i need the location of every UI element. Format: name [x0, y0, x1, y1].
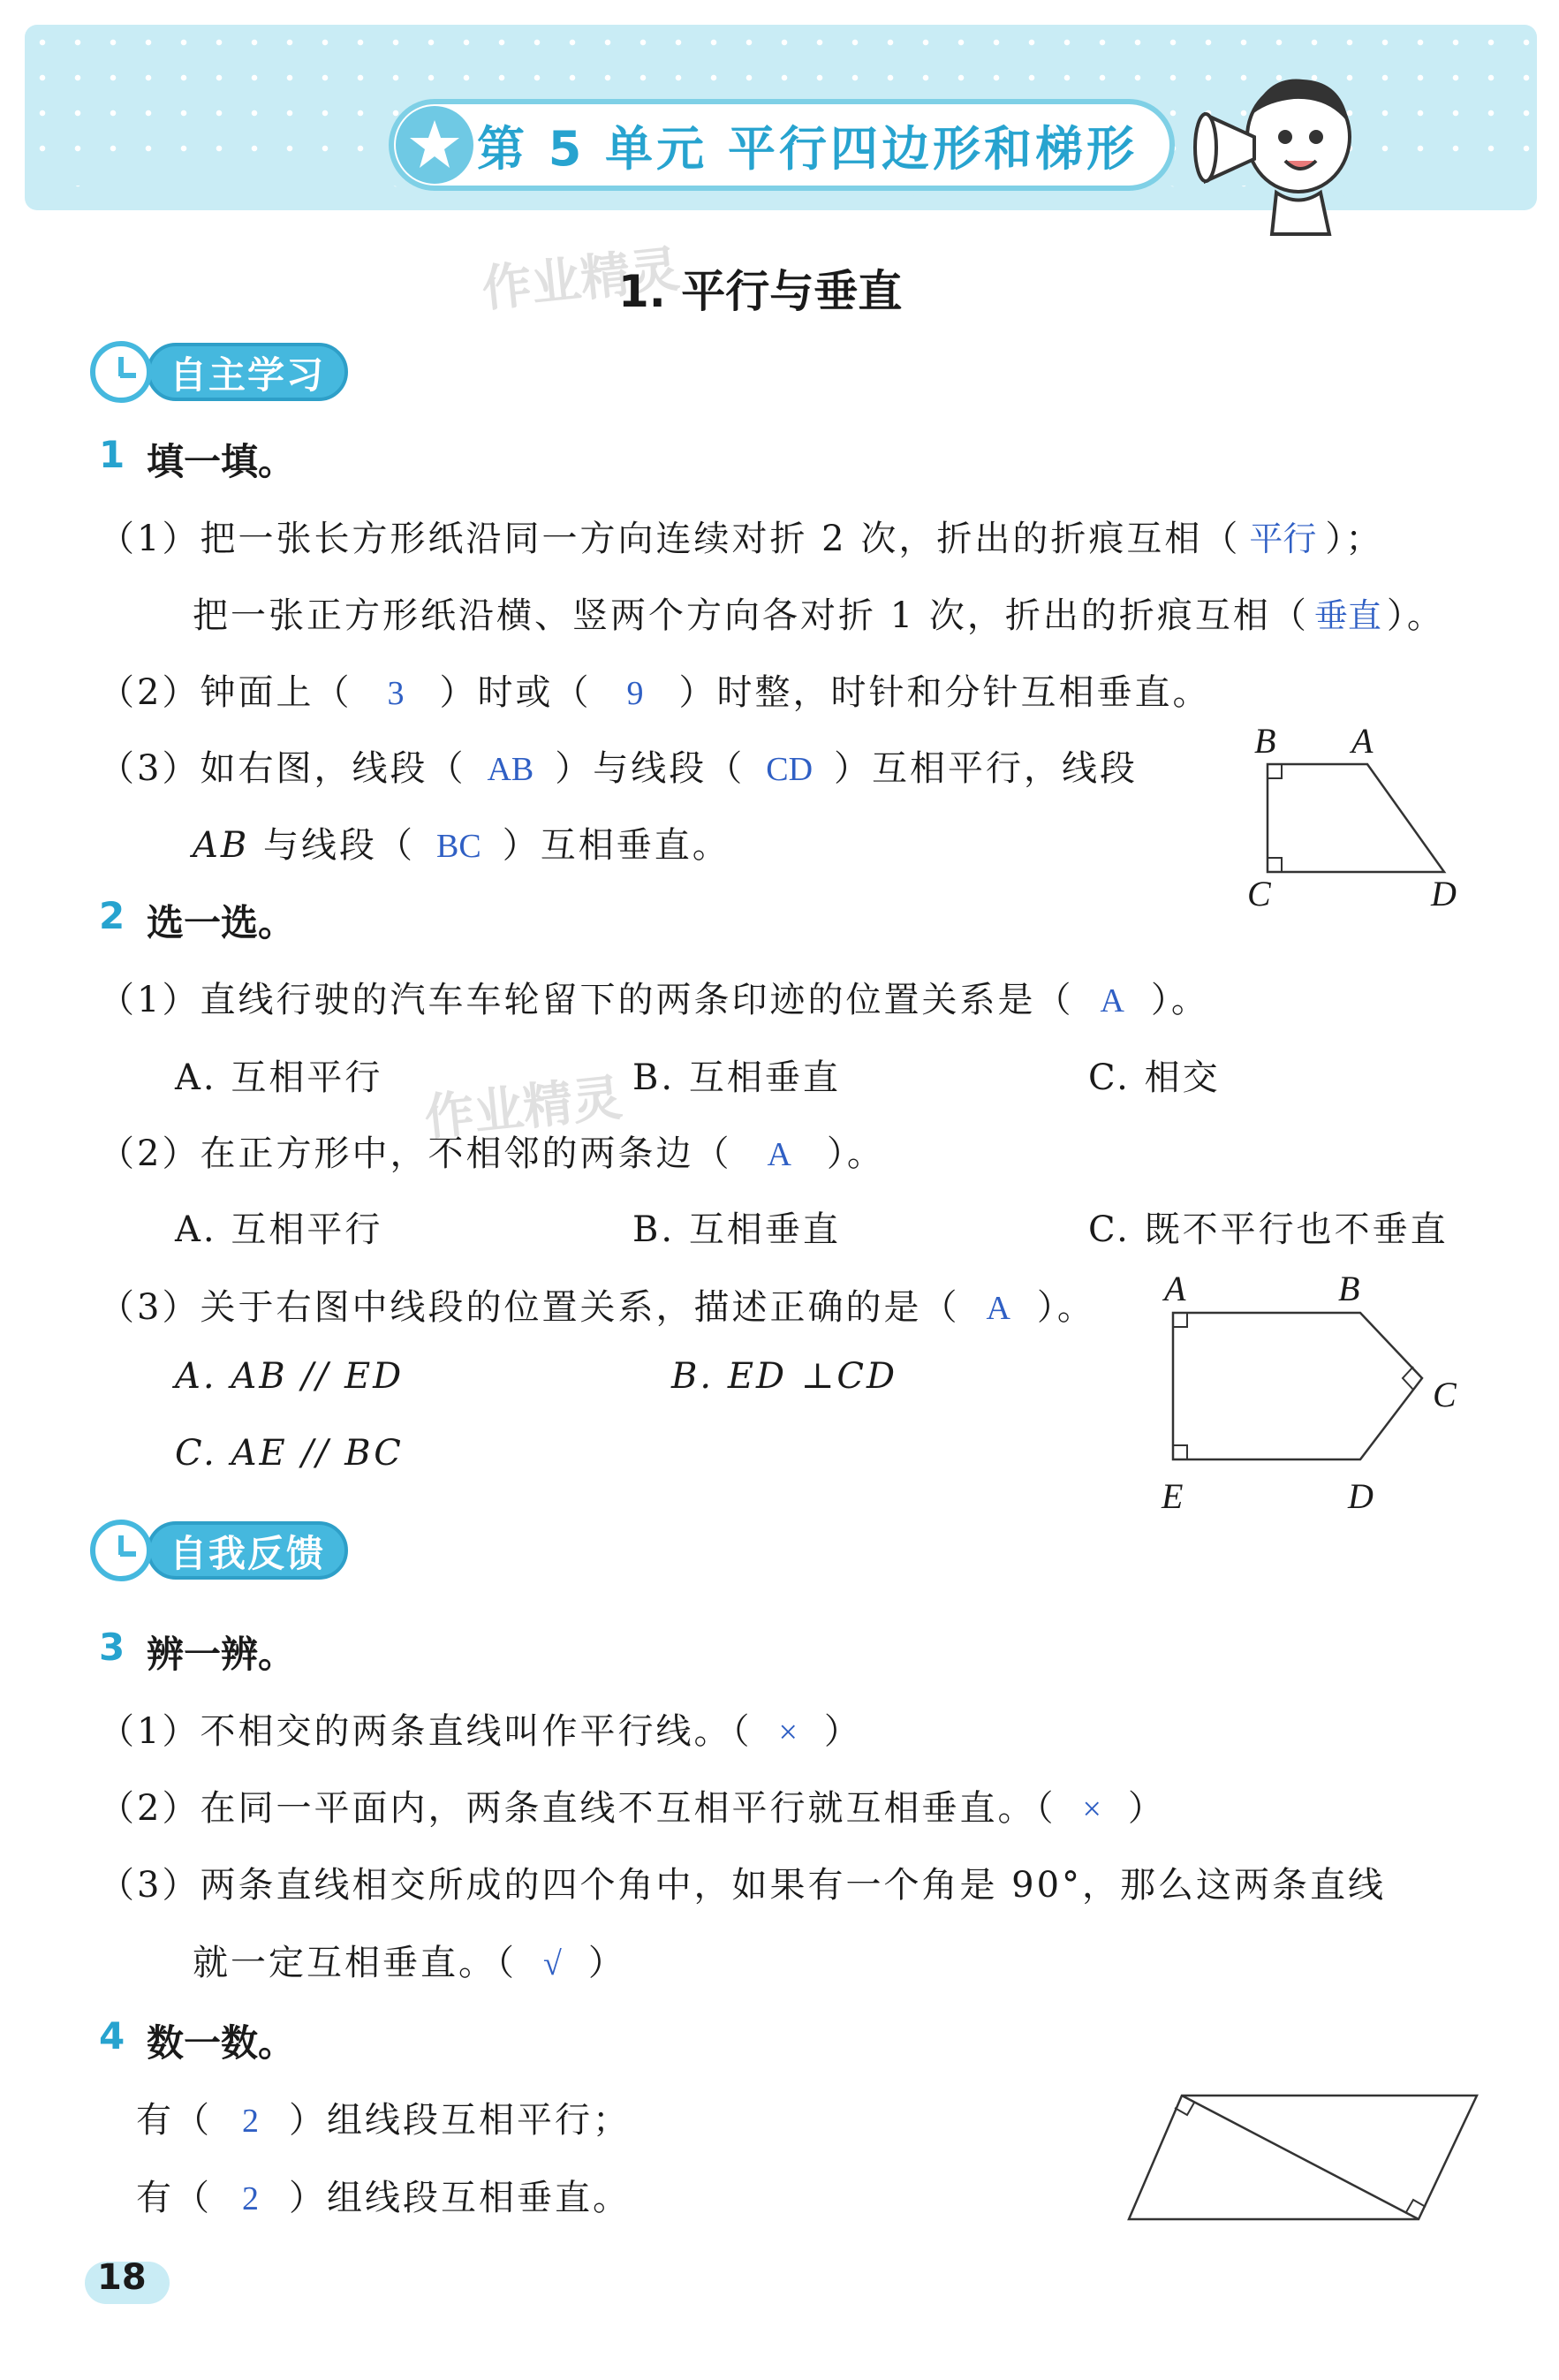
- answer: AB: [487, 751, 534, 788]
- answer: 平行: [1249, 521, 1317, 558]
- q3-part1-line: （1）不相交的两条直线叫作平行线。（ × ）: [99, 1711, 862, 1752]
- answer: BC: [436, 828, 481, 865]
- option: A. AB // ED: [175, 1356, 405, 1397]
- q3-part3-line-a: （3）两条直线相交所成的四个角中，如果有一个角是 90°，那么这两条直线: [99, 1865, 1387, 1906]
- clock-icon: [90, 1520, 152, 1581]
- answer: A: [986, 1290, 1010, 1327]
- option: B. 互相垂直: [632, 1209, 841, 1250]
- option: B. ED ⊥CD: [671, 1356, 898, 1397]
- clock-icon: [90, 341, 152, 403]
- answer: A: [767, 1136, 791, 1173]
- question-title: 选一选。: [147, 901, 296, 944]
- unit-title: 第 5 单元 平行四边形和梯形: [477, 121, 1138, 177]
- q1-part2-line: （2）钟面上（ 3 ）时或（ 9 ）时整，时针和分针互相垂直。: [99, 672, 1211, 713]
- page-number: 18: [97, 2257, 147, 2298]
- q2-part2-line: （2）在正方形中，不相邻的两条边（ A ）。: [99, 1133, 885, 1174]
- figure-label-c: C: [1433, 1375, 1457, 1414]
- q1-part3-line-b: AB 与线段（ BC ）互相垂直。: [193, 825, 730, 866]
- figure-label-c: C: [1247, 874, 1271, 913]
- lesson-title: 1. 平行与垂直: [618, 266, 903, 317]
- question-number: 3: [99, 1626, 125, 1669]
- q4-parallelogram-figure: [1122, 2085, 1493, 2235]
- option: A. 互相平行: [175, 1209, 383, 1250]
- watermark: 作业精灵: [479, 240, 683, 319]
- answer: 9: [626, 675, 644, 712]
- q4-part1-line: 有（ 2 ）组线段互相平行；: [136, 2100, 631, 2141]
- question-title: 填一填。: [147, 440, 296, 483]
- q2-part1-line: （1）直线行驶的汽车车轮留下的两条印迹的位置关系是（ A ）。: [99, 980, 1209, 1020]
- mascot-megaphone-icon: [1188, 53, 1356, 239]
- answer: √: [543, 1945, 562, 1982]
- figure-label-b: B: [1254, 721, 1276, 761]
- section-badge-self-study: [90, 339, 348, 405]
- figure-label-d: D: [1348, 1476, 1374, 1516]
- q1-part1-line-b: 把一张正方形纸沿横、竖两个方向各对折 1 次，折出的折痕互相（ 垂直 ）。: [193, 595, 1445, 636]
- star-icon: [396, 106, 473, 184]
- answer: ×: [778, 1714, 798, 1751]
- section-label: 自我反馈: [147, 1521, 348, 1580]
- question-number: 2: [99, 894, 125, 937]
- answer: 垂直: [1313, 598, 1381, 635]
- option: C. AE // BC: [175, 1433, 404, 1474]
- section-label: 自主学习: [147, 343, 348, 401]
- answer: A: [1100, 982, 1124, 1019]
- section-badge-self-feedback: [90, 1518, 348, 1583]
- question-title: 辨一辨。: [147, 1633, 296, 1676]
- figure-label-a: A: [1164, 1269, 1186, 1308]
- q3-part2-line: （2）在同一平面内，两条直线不互相平行就互相垂直。（ × ）: [99, 1788, 1166, 1829]
- figure-label-a: A: [1351, 721, 1374, 761]
- figure-label-b: B: [1338, 1269, 1360, 1308]
- option: C. 相交: [1088, 1057, 1221, 1098]
- answer: 2: [242, 2103, 259, 2140]
- option: B. 互相垂直: [632, 1057, 841, 1098]
- question-title: 数一数。: [147, 2021, 296, 2065]
- option: C. 既不平行也不垂直: [1088, 1209, 1449, 1250]
- figure-label-e: E: [1162, 1476, 1184, 1516]
- answer: CD: [766, 751, 814, 788]
- q1-part1-line-a: （1）把一张长方形纸沿同一方向连续对折 2 次，折出的折痕互相（ 平行 ）；: [99, 519, 1384, 559]
- answer: 2: [242, 2180, 259, 2217]
- figure-label-d: D: [1431, 874, 1457, 913]
- answer: ×: [1082, 1791, 1101, 1828]
- question-number: 1: [99, 433, 125, 476]
- q2-part3-line: （3）关于右图中线段的位置关系，描述正确的是（ A ）。: [99, 1287, 1095, 1328]
- question-number: 4: [99, 2014, 125, 2058]
- q3-part3-line-b: 就一定互相垂直。（ √ ）: [193, 1943, 626, 1983]
- watermark: 作业精灵: [421, 1069, 625, 1148]
- q2-pentagon-figure: [1157, 1272, 1449, 1520]
- q4-part2-line: 有（ 2 ）组线段互相垂直。: [136, 2178, 631, 2218]
- option: A. 互相平行: [175, 1057, 383, 1098]
- q1-part3-line-a: （3）如右图，线段（ AB ）与线段（ CD ）互相平行，线段: [99, 748, 1139, 789]
- answer: 3: [387, 675, 405, 712]
